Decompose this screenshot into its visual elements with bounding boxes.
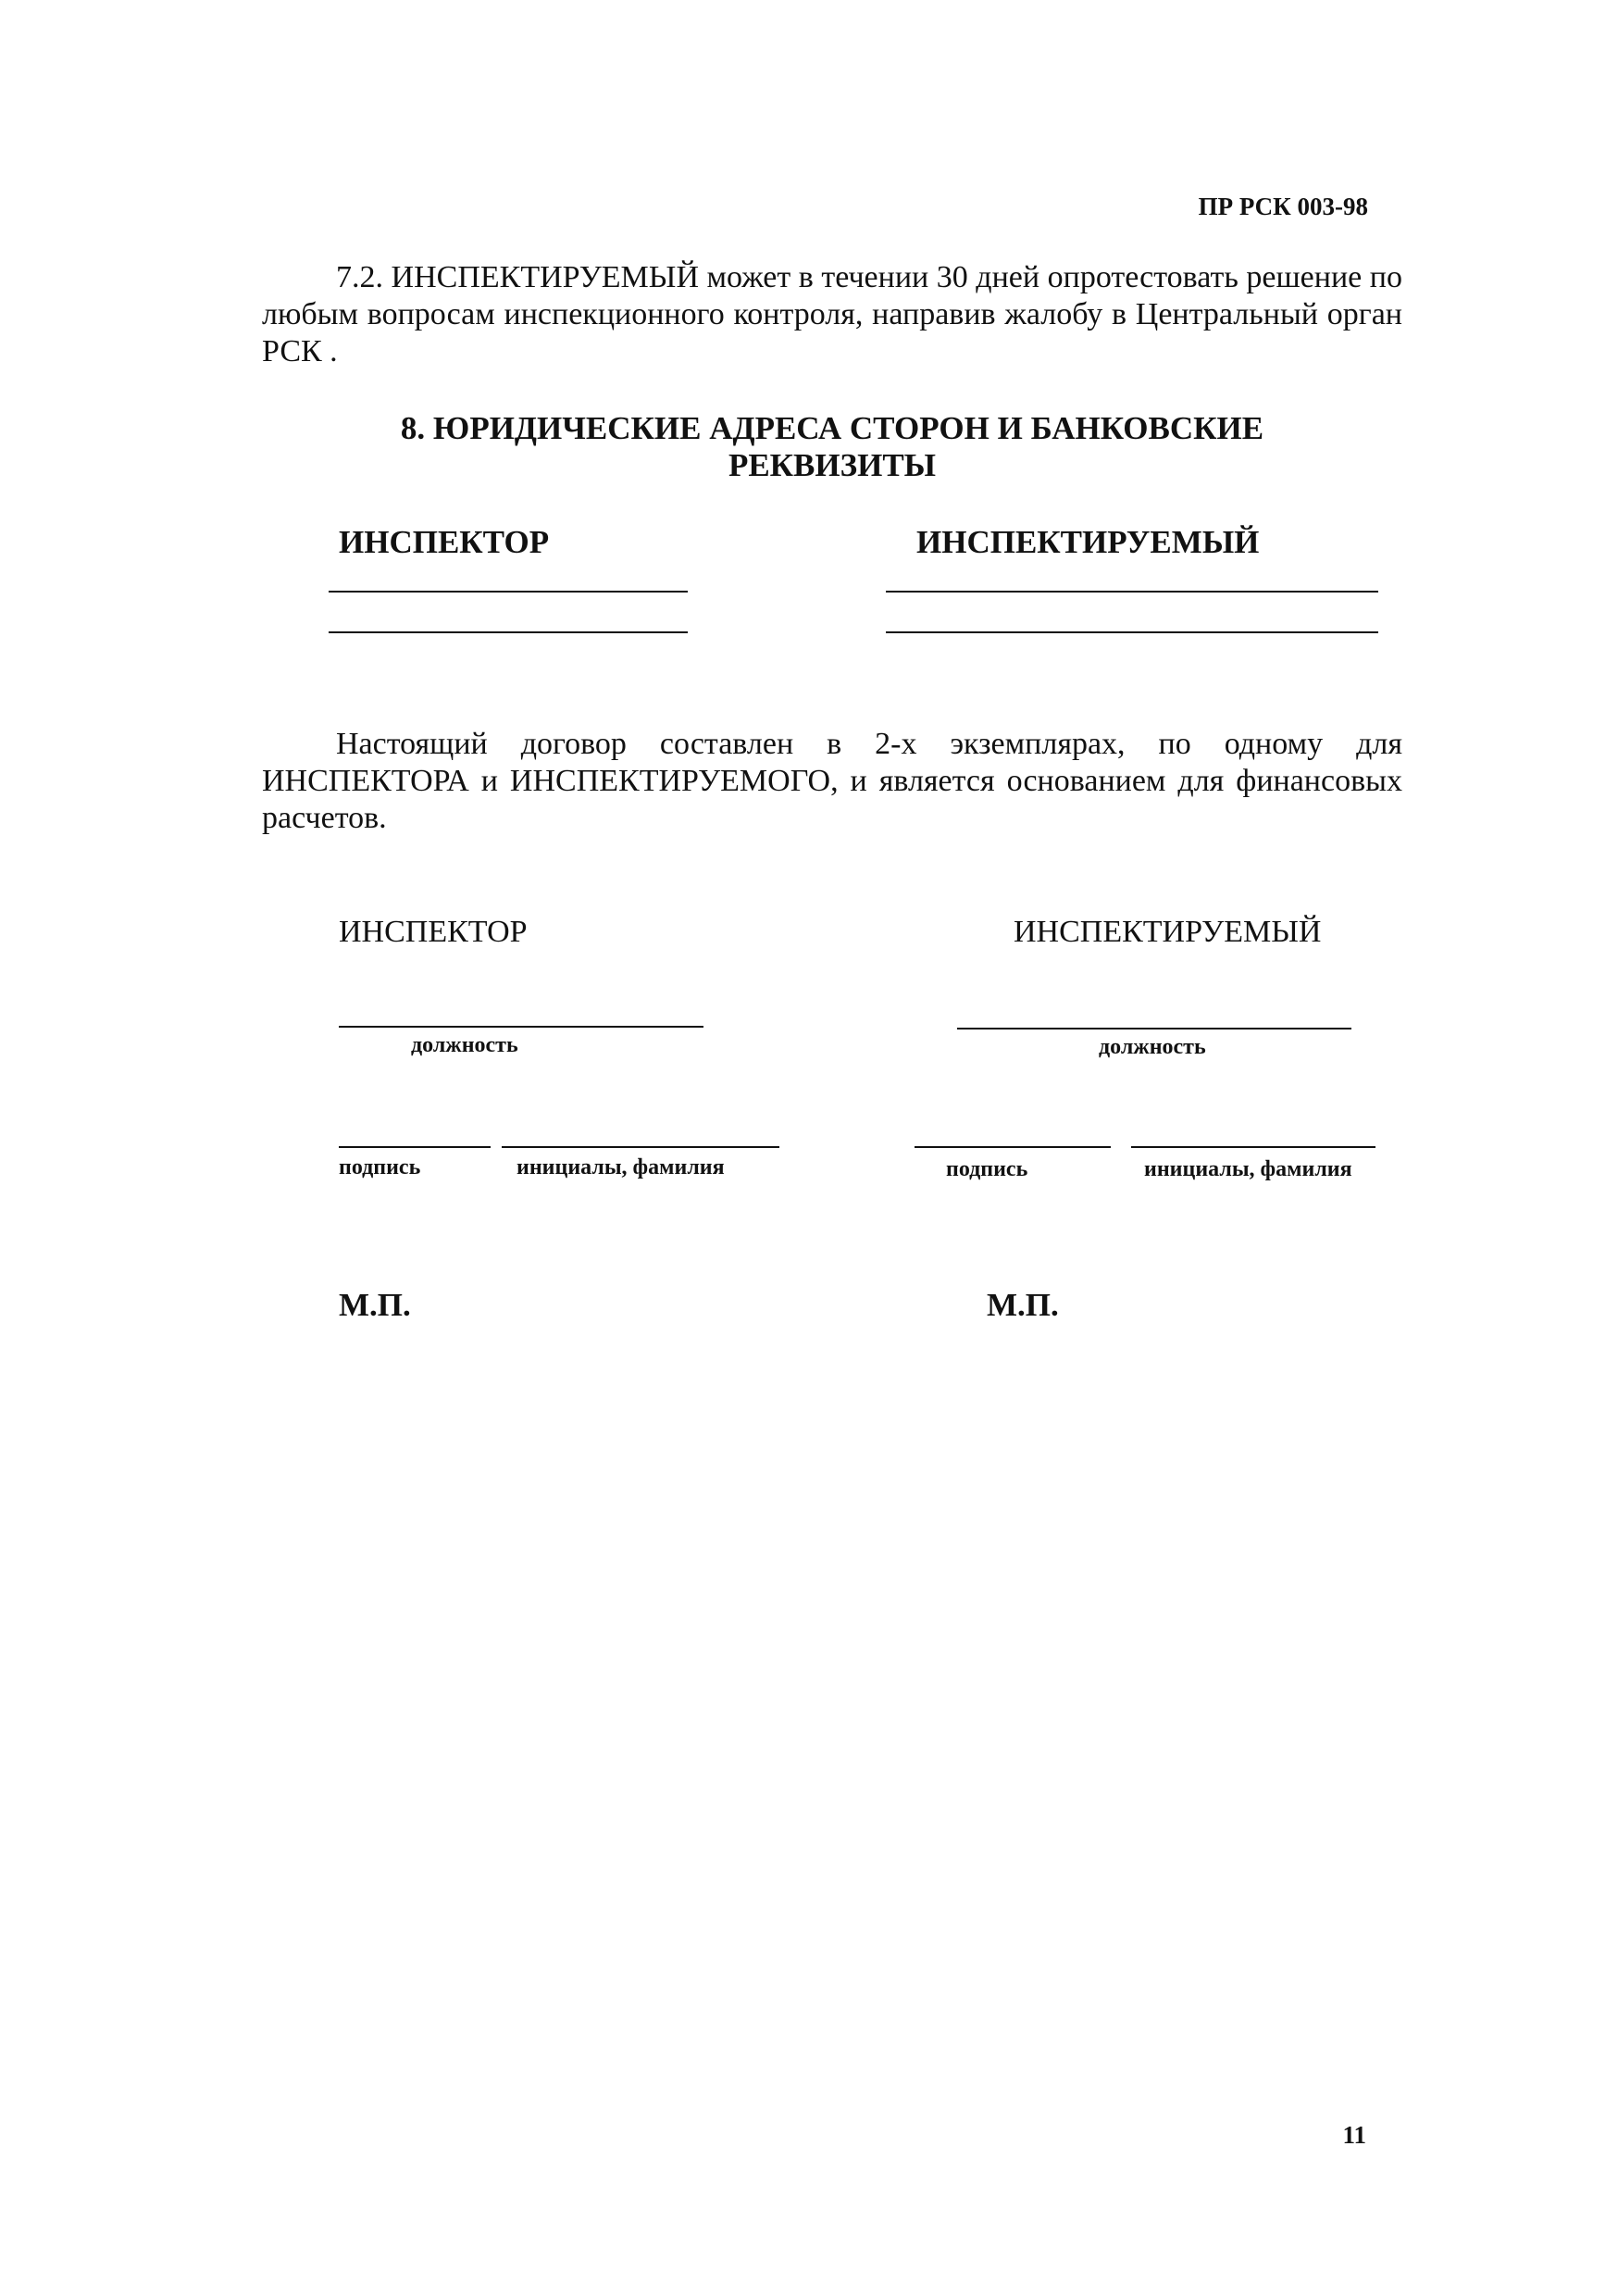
contract-note-paragraph: Настоящий договор составлен в 2-х экземплярах, по одному для ИНСПЕКТОРА и ИНСПЕКТИРУЕМОГО, и является основанием для финансовых расчетов.: [262, 727, 1402, 835]
inspected-address-line-2: [886, 631, 1378, 633]
inspected-stamp-label: М.П.: [987, 1287, 1059, 1323]
inspector-address-line-1: [329, 591, 688, 593]
section-8-inspected-label: ИНСПЕКТИРУЕМЫЙ: [916, 524, 1260, 560]
signature-inspected-label: ИНСПЕКТИРУЕМЫЙ: [1014, 915, 1322, 949]
inspector-signature-caption: подпись: [339, 1155, 421, 1179]
inspected-address-line-1: [886, 591, 1378, 593]
inspector-position-line: [339, 1026, 703, 1028]
page-number: 11: [1342, 2121, 1366, 2149]
section-8-inspector-label: ИНСПЕКТОР: [339, 524, 550, 560]
section-8-title-line2: РЕКВИЗИТЫ: [728, 447, 937, 483]
section-8-title: [262, 410, 1402, 484]
inspected-position-caption: должность: [1099, 1035, 1206, 1059]
inspector-signature-line: [339, 1146, 491, 1148]
inspected-signature-line: [915, 1146, 1111, 1148]
inspector-name-line: [502, 1146, 779, 1148]
inspected-signature-caption: подпись: [946, 1157, 1028, 1181]
inspector-position-caption: должность: [411, 1033, 518, 1057]
clause-7-2-paragraph: 7.2. ИНСПЕКТИРУЕМЫЙ может в течении 30 дней опротестовать решение по любым вопросам инспекционного контроля, направив жалобу в Центральный орган РСК .: [262, 260, 1402, 368]
section-8-title-line1: 8. ЮРИДИЧЕСКИЕ АДРЕСА СТОРОН И БАНКОВСКИЕ: [400, 410, 1264, 446]
signature-inspector-label: ИНСПЕКТОР: [339, 915, 528, 949]
document-code: ПР РСК 003-98: [1198, 193, 1368, 220]
inspected-name-line: [1131, 1146, 1375, 1148]
inspector-name-caption: инициалы, фамилия: [517, 1155, 725, 1179]
inspected-position-line: [957, 1028, 1351, 1029]
inspector-stamp-label: М.П.: [339, 1287, 411, 1323]
inspector-address-line-2: [329, 631, 688, 633]
inspected-name-caption: инициалы, фамилия: [1144, 1157, 1352, 1181]
